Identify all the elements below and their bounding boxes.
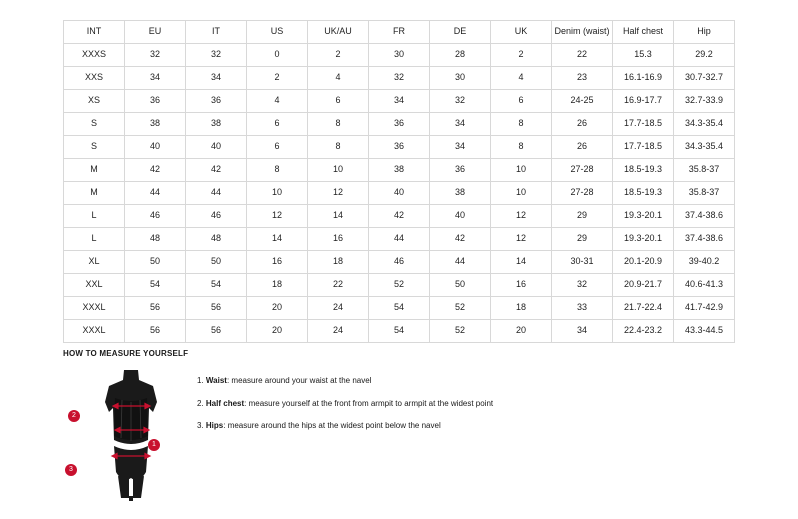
cell-de: 32 <box>430 90 491 113</box>
cell-eu: 42 <box>125 159 186 182</box>
measure-badge-2: 2 <box>68 410 80 422</box>
cell-denim-waist: 29 <box>552 205 613 228</box>
column-header-uk: UK <box>491 21 552 44</box>
cell-it: 44 <box>186 182 247 205</box>
column-header-eu: EU <box>125 21 186 44</box>
size-chart-table <box>63 20 735 343</box>
how-to-measure-section <box>63 349 735 501</box>
column-header-hip: Hip <box>674 21 735 44</box>
cell-it: 42 <box>186 159 247 182</box>
cell-uk: 6 <box>491 90 552 113</box>
cell-de: 52 <box>430 297 491 320</box>
cell-it: 34 <box>186 67 247 90</box>
column-header-uk-au: UK/AU <box>308 21 369 44</box>
table-row <box>64 251 735 274</box>
measure-badge-3: 3 <box>65 464 77 476</box>
cell-fr: 30 <box>369 44 430 67</box>
cell-half-chest: 18.5-19.3 <box>613 159 674 182</box>
cell-uk: 10 <box>491 182 552 205</box>
measure-term-half-chest: Half chest <box>205 398 245 408</box>
cell-half-chest: 17.7-18.5 <box>613 113 674 136</box>
cell-fr: 44 <box>369 228 430 251</box>
cell-de: 30 <box>430 67 491 90</box>
cell-int: XXXS <box>64 44 125 67</box>
column-header-de: DE <box>430 21 491 44</box>
cell-half-chest: 15.3 <box>613 44 674 67</box>
cell-denim-waist: 32 <box>552 274 613 297</box>
cell-it: 46 <box>186 205 247 228</box>
measurement-figure <box>63 366 181 501</box>
cell-us: 20 <box>247 320 308 343</box>
cell-us: 6 <box>247 136 308 159</box>
cell-uk: 8 <box>491 113 552 136</box>
column-header-denim-waist: Denim (waist) <box>552 21 613 44</box>
cell-uk-au: 6 <box>308 90 369 113</box>
cell-hip: 32.7-33.9 <box>674 90 735 113</box>
cell-int: L <box>64 228 125 251</box>
table-row <box>64 228 735 251</box>
cell-int: S <box>64 136 125 159</box>
cell-uk-au: 16 <box>308 228 369 251</box>
cell-uk: 12 <box>491 205 552 228</box>
cell-half-chest: 18.5-19.3 <box>613 182 674 205</box>
cell-denim-waist: 27-28 <box>552 182 613 205</box>
cell-hip: 35.8-37 <box>674 159 735 182</box>
cell-uk-au: 10 <box>308 159 369 182</box>
cell-us: 14 <box>247 228 308 251</box>
cell-eu: 56 <box>125 320 186 343</box>
cell-denim-waist: 26 <box>552 136 613 159</box>
cell-eu: 54 <box>125 274 186 297</box>
measure-instruction-hips <box>197 421 493 431</box>
cell-hip: 30.7-32.7 <box>674 67 735 90</box>
cell-us: 16 <box>247 251 308 274</box>
cell-hip: 34.3-35.4 <box>674 136 735 159</box>
cell-uk-au: 12 <box>308 182 369 205</box>
cell-hip: 39-40.2 <box>674 251 735 274</box>
cell-int: XXS <box>64 67 125 90</box>
cell-uk: 12 <box>491 228 552 251</box>
cell-uk: 16 <box>491 274 552 297</box>
cell-de: 28 <box>430 44 491 67</box>
table-header-row <box>64 21 735 44</box>
cell-denim-waist: 26 <box>552 113 613 136</box>
cell-uk-au: 24 <box>308 320 369 343</box>
cell-int: XXXL <box>64 297 125 320</box>
measure-text-half-chest: : measure yourself at the front from armpit to armpit at the widest point <box>244 398 494 408</box>
cell-hip: 40.6-41.3 <box>674 274 735 297</box>
cell-it: 32 <box>186 44 247 67</box>
measure-term-hips: Hips <box>205 421 224 431</box>
cell-eu: 32 <box>125 44 186 67</box>
table-row <box>64 274 735 297</box>
measure-instruction-half-chest <box>197 399 493 409</box>
measure-badge-1: 1 <box>148 439 160 451</box>
table-row <box>64 205 735 228</box>
cell-fr: 36 <box>369 113 430 136</box>
cell-hip: 35.8-37 <box>674 182 735 205</box>
cell-it: 38 <box>186 113 247 136</box>
cell-denim-waist: 34 <box>552 320 613 343</box>
cell-denim-waist: 22 <box>552 44 613 67</box>
cell-fr: 46 <box>369 251 430 274</box>
column-header-fr: FR <box>369 21 430 44</box>
cell-int: M <box>64 159 125 182</box>
cell-us: 8 <box>247 159 308 182</box>
cell-eu: 40 <box>125 136 186 159</box>
cell-us: 20 <box>247 297 308 320</box>
cell-int: XL <box>64 251 125 274</box>
table-row <box>64 297 735 320</box>
measure-number-2: 2. <box>197 398 204 408</box>
cell-int: XXXL <box>64 320 125 343</box>
cell-eu: 38 <box>125 113 186 136</box>
cell-half-chest: 20.9-21.7 <box>613 274 674 297</box>
cell-fr: 54 <box>369 320 430 343</box>
cell-it: 40 <box>186 136 247 159</box>
cell-int: M <box>64 182 125 205</box>
how-to-measure-body <box>63 366 735 501</box>
cell-int: S <box>64 113 125 136</box>
cell-fr: 42 <box>369 205 430 228</box>
cell-half-chest: 19.3-20.1 <box>613 205 674 228</box>
cell-uk: 4 <box>491 67 552 90</box>
measure-instruction-waist <box>197 376 493 386</box>
cell-eu: 36 <box>125 90 186 113</box>
cell-uk-au: 4 <box>308 67 369 90</box>
cell-de: 50 <box>430 274 491 297</box>
cell-it: 36 <box>186 90 247 113</box>
cell-fr: 32 <box>369 67 430 90</box>
measure-text-waist: : measure around your waist at the navel <box>226 376 372 385</box>
cell-hip: 37.4-38.6 <box>674 228 735 251</box>
cell-half-chest: 16.9-17.7 <box>613 90 674 113</box>
table-row <box>64 67 735 90</box>
cell-hip: 43.3-44.5 <box>674 320 735 343</box>
cell-fr: 52 <box>369 274 430 297</box>
cell-uk-au: 22 <box>308 274 369 297</box>
cell-uk-au: 18 <box>308 251 369 274</box>
cell-us: 18 <box>247 274 308 297</box>
cell-denim-waist: 29 <box>552 228 613 251</box>
table-row <box>64 182 735 205</box>
cell-eu: 46 <box>125 205 186 228</box>
cell-uk: 10 <box>491 159 552 182</box>
cell-it: 54 <box>186 274 247 297</box>
size-chart-body <box>64 44 735 343</box>
table-row <box>64 113 735 136</box>
measure-instructions-list <box>197 366 493 444</box>
cell-uk: 20 <box>491 320 552 343</box>
cell-us: 12 <box>247 205 308 228</box>
cell-denim-waist: 30-31 <box>552 251 613 274</box>
cell-int: L <box>64 205 125 228</box>
cell-uk-au: 24 <box>308 297 369 320</box>
cell-uk-au: 8 <box>308 136 369 159</box>
cell-uk: 18 <box>491 297 552 320</box>
table-row <box>64 320 735 343</box>
cell-uk: 8 <box>491 136 552 159</box>
cell-uk-au: 8 <box>308 113 369 136</box>
cell-it: 48 <box>186 228 247 251</box>
cell-de: 34 <box>430 136 491 159</box>
cell-it: 56 <box>186 297 247 320</box>
cell-half-chest: 21.7-22.4 <box>613 297 674 320</box>
cell-it: 56 <box>186 320 247 343</box>
cell-eu: 56 <box>125 297 186 320</box>
column-header-us: US <box>247 21 308 44</box>
cell-de: 52 <box>430 320 491 343</box>
cell-half-chest: 17.7-18.5 <box>613 136 674 159</box>
column-header-int: INT <box>64 21 125 44</box>
mannequin-illustration <box>91 368 171 501</box>
cell-half-chest: 16.1-16.9 <box>613 67 674 90</box>
cell-us: 2 <box>247 67 308 90</box>
cell-fr: 40 <box>369 182 430 205</box>
cell-de: 44 <box>430 251 491 274</box>
cell-half-chest: 22.4-23.2 <box>613 320 674 343</box>
table-row <box>64 90 735 113</box>
cell-de: 40 <box>430 205 491 228</box>
cell-half-chest: 19.3-20.1 <box>613 228 674 251</box>
cell-us: 4 <box>247 90 308 113</box>
cell-eu: 50 <box>125 251 186 274</box>
size-chart-header <box>64 21 735 44</box>
size-chart-container <box>63 20 735 343</box>
cell-hip: 29.2 <box>674 44 735 67</box>
measure-term-waist: Waist <box>205 376 227 385</box>
cell-fr: 38 <box>369 159 430 182</box>
cell-fr: 36 <box>369 136 430 159</box>
cell-hip: 37.4-38.6 <box>674 205 735 228</box>
measure-number-1: 1. <box>197 376 204 385</box>
cell-uk: 14 <box>491 251 552 274</box>
cell-hip: 41.7-42.9 <box>674 297 735 320</box>
cell-hip: 34.3-35.4 <box>674 113 735 136</box>
cell-uk-au: 14 <box>308 205 369 228</box>
measure-text-hips: : measure around the hips at the widest point below the navel <box>223 421 441 431</box>
cell-int: XS <box>64 90 125 113</box>
cell-fr: 54 <box>369 297 430 320</box>
cell-de: 36 <box>430 159 491 182</box>
table-row <box>64 159 735 182</box>
cell-us: 10 <box>247 182 308 205</box>
cell-de: 34 <box>430 113 491 136</box>
cell-denim-waist: 27-28 <box>552 159 613 182</box>
cell-eu: 34 <box>125 67 186 90</box>
cell-half-chest: 20.1-20.9 <box>613 251 674 274</box>
how-to-measure-title: HOW TO MEASURE YOURSELF <box>63 349 189 358</box>
column-header-it: IT <box>186 21 247 44</box>
cell-de: 38 <box>430 182 491 205</box>
table-row <box>64 44 735 67</box>
cell-eu: 44 <box>125 182 186 205</box>
cell-uk: 2 <box>491 44 552 67</box>
cell-int: XXL <box>64 274 125 297</box>
column-header-half-chest: Half chest <box>613 21 674 44</box>
cell-denim-waist: 23 <box>552 67 613 90</box>
cell-uk-au: 2 <box>308 44 369 67</box>
cell-us: 0 <box>247 44 308 67</box>
cell-us: 6 <box>247 113 308 136</box>
cell-fr: 34 <box>369 90 430 113</box>
cell-denim-waist: 24-25 <box>552 90 613 113</box>
cell-it: 50 <box>186 251 247 274</box>
cell-eu: 48 <box>125 228 186 251</box>
cell-de: 42 <box>430 228 491 251</box>
measure-number-3: 3. <box>197 421 204 431</box>
table-row <box>64 136 735 159</box>
cell-denim-waist: 33 <box>552 297 613 320</box>
